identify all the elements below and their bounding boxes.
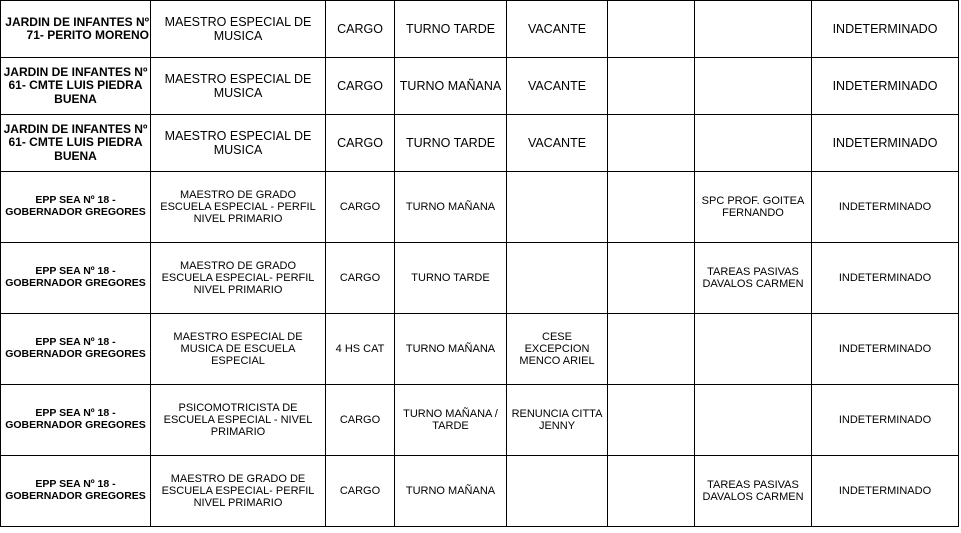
school-cell: JARDIN DE INFANTES Nº 61- CMTE LUIS PIEDRA BUENA: [1, 115, 151, 172]
replaces-cell: [695, 1, 812, 58]
shift-cell: TURNO MAÑANA: [395, 456, 507, 527]
status-cell: [507, 172, 608, 243]
position-cell: MAESTRO DE GRADO ESCUELA ESPECIAL - PERFIL NIVEL PRIMARIO: [151, 172, 326, 243]
shift-cell: TURNO MAÑANA: [395, 314, 507, 385]
duration-cell: INDETERMINADO: [812, 243, 959, 314]
status-cell: VACANTE: [507, 58, 608, 115]
replaces-cell: SPC PROF. GOITEA FERNANDO: [695, 172, 812, 243]
duration-cell: INDETERMINADO: [812, 385, 959, 456]
reason-cell: [608, 243, 695, 314]
shift-cell: TURNO MAÑANA: [395, 172, 507, 243]
shift-cell: TURNO MAÑANA / TARDE: [395, 385, 507, 456]
shift-cell: TURNO MAÑANA: [395, 58, 507, 115]
school-cell: EPP SEA Nº 18 - GOBERNADOR GREGORES: [1, 456, 151, 527]
school-cell: JARDIN DE INFANTES Nº 71- PERITO MORENO: [1, 1, 151, 58]
status-cell: CESE EXCEPCION MENCO ARIEL: [507, 314, 608, 385]
school-cell: JARDIN DE INFANTES Nº 61- CMTE LUIS PIEDRA BUENA: [1, 58, 151, 115]
status-cell: [507, 456, 608, 527]
table-row: [1, 243, 959, 314]
status-cell: VACANTE: [507, 115, 608, 172]
table-row: [1, 115, 959, 172]
reason-cell: [608, 58, 695, 115]
reason-cell: [608, 115, 695, 172]
status-cell: RENUNCIA CITTA JENNY: [507, 385, 608, 456]
reason-cell: [608, 314, 695, 385]
school-cell: EPP SEA Nº 18 - GOBERNADOR GREGORES: [1, 314, 151, 385]
type-cell: CARGO: [326, 115, 395, 172]
replaces-cell: [695, 385, 812, 456]
replaces-cell: [695, 58, 812, 115]
table-row: [1, 58, 959, 115]
type-cell: CARGO: [326, 385, 395, 456]
school-cell: EPP SEA Nº 18 - GOBERNADOR GREGORES: [1, 385, 151, 456]
replaces-cell: [695, 314, 812, 385]
table-row: [1, 314, 959, 385]
table-row: [1, 172, 959, 243]
type-cell: 4 HS CAT: [326, 314, 395, 385]
position-cell: MAESTRO ESPECIAL DE MUSICA: [151, 58, 326, 115]
school-cell: EPP SEA Nº 18 - GOBERNADOR GREGORES: [1, 243, 151, 314]
shift-cell: TURNO TARDE: [395, 115, 507, 172]
replaces-cell: TAREAS PASIVAS DAVALOS CARMEN: [695, 456, 812, 527]
type-cell: CARGO: [326, 243, 395, 314]
position-cell: MAESTRO ESPECIAL DE MUSICA: [151, 115, 326, 172]
type-cell: CARGO: [326, 58, 395, 115]
replaces-cell: TAREAS PASIVAS DAVALOS CARMEN: [695, 243, 812, 314]
shift-cell: TURNO TARDE: [395, 1, 507, 58]
type-cell: CARGO: [326, 1, 395, 58]
position-cell: MAESTRO DE GRADO ESCUELA ESPECIAL- PERFIL NIVEL PRIMARIO: [151, 243, 326, 314]
position-cell: MAESTRO ESPECIAL DE MUSICA DE ESCUELA ESPECIAL: [151, 314, 326, 385]
position-cell: MAESTRO DE GRADO DE ESCUELA ESPECIAL- PERFIL NIVEL PRIMARIO: [151, 456, 326, 527]
shift-cell: TURNO TARDE: [395, 243, 507, 314]
reason-cell: [608, 1, 695, 58]
reason-cell: [608, 172, 695, 243]
type-cell: CARGO: [326, 456, 395, 527]
duration-cell: INDETERMINADO: [812, 314, 959, 385]
reason-cell: [608, 385, 695, 456]
table-row: [1, 456, 959, 527]
school-cell: EPP SEA Nº 18 - GOBERNADOR GREGORES: [1, 172, 151, 243]
replaces-cell: [695, 115, 812, 172]
duration-cell: INDETERMINADO: [812, 115, 959, 172]
duration-cell: INDETERMINADO: [812, 172, 959, 243]
type-cell: CARGO: [326, 172, 395, 243]
duration-cell: INDETERMINADO: [812, 1, 959, 58]
reason-cell: [608, 456, 695, 527]
status-cell: [507, 243, 608, 314]
status-cell: VACANTE: [507, 1, 608, 58]
position-cell: MAESTRO ESPECIAL DE MUSICA: [151, 1, 326, 58]
duration-cell: INDETERMINADO: [812, 58, 959, 115]
position-cell: PSICOMOTRICISTA DE ESCUELA ESPECIAL - NIVEL PRIMARIO: [151, 385, 326, 456]
table-row: [1, 1, 959, 58]
duration-cell: INDETERMINADO: [812, 456, 959, 527]
table-row: [1, 385, 959, 456]
